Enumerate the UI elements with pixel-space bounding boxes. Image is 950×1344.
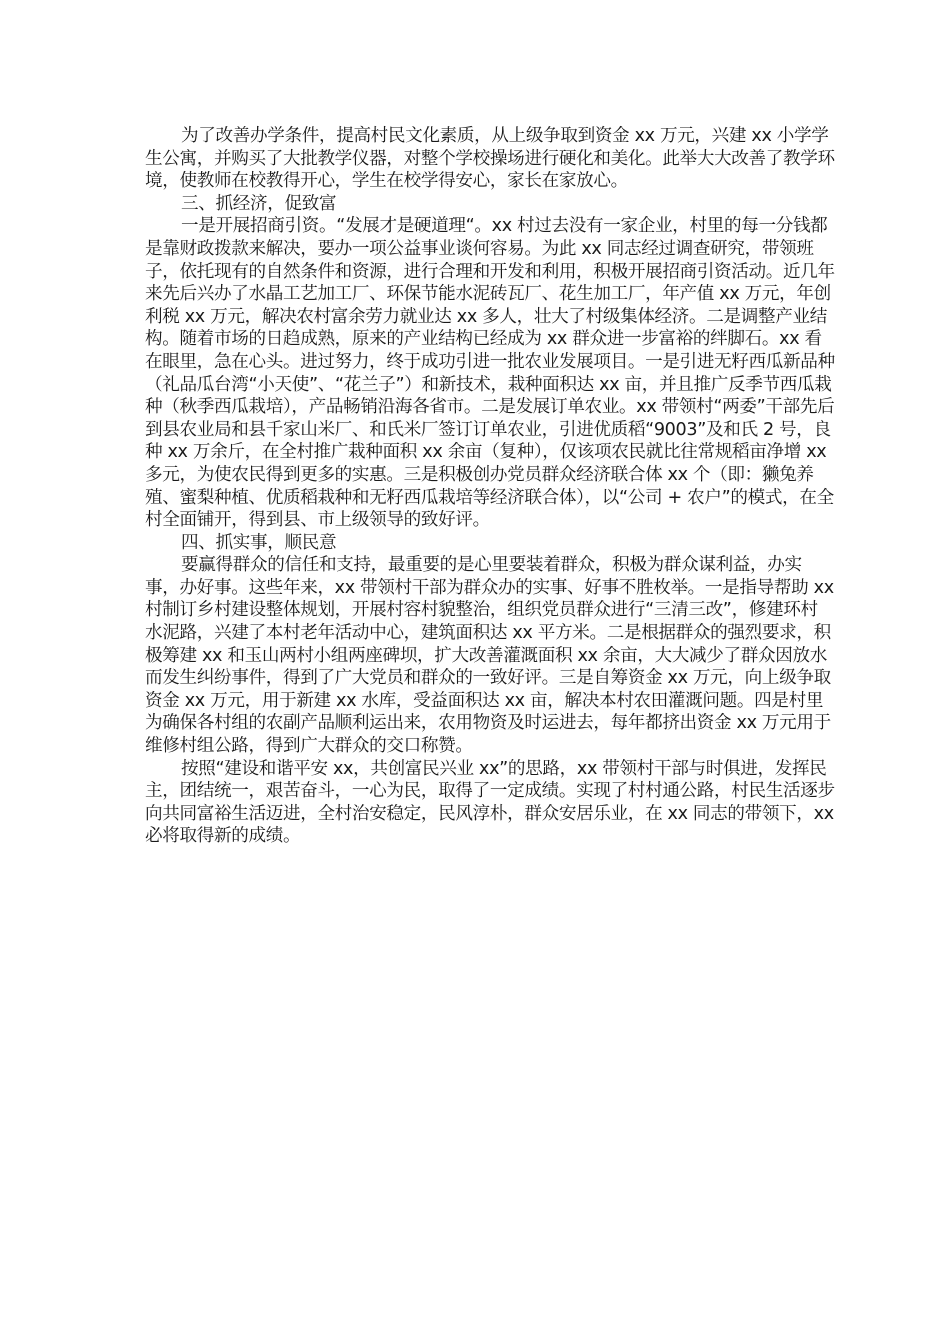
paragraph-school-improvement: 为了改善办学条件，提高村民文化素质，从上级争取到资金 xx 万元，兴建 xx 小学学生公寓，并购买了大批教学仪器，对整个学校操场进行硬化和美化。此举大大改善了教学环境，使教师在校教得开心，学生在校学得安心，家长在家放心。 [145,126,835,192]
paragraph-economy: 一是开展招商引资。“发展才是硬道理“。xx 村过去没有一家企业，村里的每一分钱都是靠财政拨款来解决，要办一项公益事业谈何容易。为此 xx 同志经过调查研究，带领班子，依托现有的自然条件和资源，进行合理和开发和利用，积极开展招商引资活动。近几年来先后兴办了水晶工艺加工厂、环保节能水泥砖瓦厂、花生加工厂，年产值 xx 万元，年创利税 xx 万元，解决农村富余劳力就业达 xx 多人，壮大了村级集体经济。二是调整产业结构。随着市场的日趋成熟，原来的产业结构已经成为 xx 群众进一步富裕的绊脚石。xx 看在眼里，急在心头。进过努力，终于成功引进一批农业发展项目。一是引进无籽西瓜新品种（礼品瓜台湾“小天使”、“花兰子”）和新技术，栽种面积达 xx 亩，并且推广反季节西瓜栽种（秋季西瓜栽培），产品畅销沿海各省市。二是发展订单农业。xx 带领村“两委”干部先后到县农业局和县千家山米厂、和氏米厂签订订单农业，引进优质稻“9003”及和氏 2 号，良种 xx 万余斤，在全村推广栽种面积 xx 余亩（复种），仅该项农民就比往常规稻亩净增 xx 多元，为使农民得到更多的实惠。三是积极创办党员群众经济联合体 xx 个（即：獭兔养殖、蜜梨种植、优质稻栽种和无籽西瓜栽培等经济联合体），以“公司 + 农户”的模式，在全村全面铺开，得到县、市上级领导的致好评。 [145,216,835,531]
paragraph-conclusion: 按照“建设和谐平安 xx，共创富民兴业 xx”的思路，xx 带领村干部与时俱进，发挥民主，团结统一，艰苦奋斗，一心为民，取得了一定成绩。实现了村村通公路，村民生活逐步向共同富裕生活迈进，全村治安稳定，民风淳朴，群众安居乐业，在 xx 同志的带领下，xx 必将取得新的成绩。 [145,758,835,847]
section-heading-practical-affairs: 四、抓实事，顺民意 [181,532,337,553]
paragraph-practical-affairs: 要赢得群众的信任和支持，最重要的是心里要装着群众，积极为群众谋利益，办实事，办好事。这些年来，xx 带领村干部为群众办的实事、好事不胜枚举。一是指导帮助 xx 村制订乡村建设整体规划，开展村容村貌整治，组织党员群众进行“三清三改”，修建环村水泥路，兴建了本村老年活动中心，建筑面积达 xx 平方米。二是根据群众的强烈要求，积极筹建 xx 和玉山两村小组两座碑坝，扩大改善灌溉面积 xx 余亩，大大减少了群众因放水而发生纠纷事件，得到了广大党员和群众的一致好评。三是自筹资金 xx 万元，向上级争取资金 xx 万元，用于新建 xx 水库，受益面积达 xx 亩，解决本村农田灌溉问题。四是村里为确保各村组的农副产品顺利运出来，农用物资及时运进去，每年都挤出资金 xx 万元用于维修村组公路，得到广大群众的交口称赞。 [145,555,834,757]
section-heading-economy: 三、抓经济，促致富 [181,193,337,214]
document-page [145,125,835,848]
